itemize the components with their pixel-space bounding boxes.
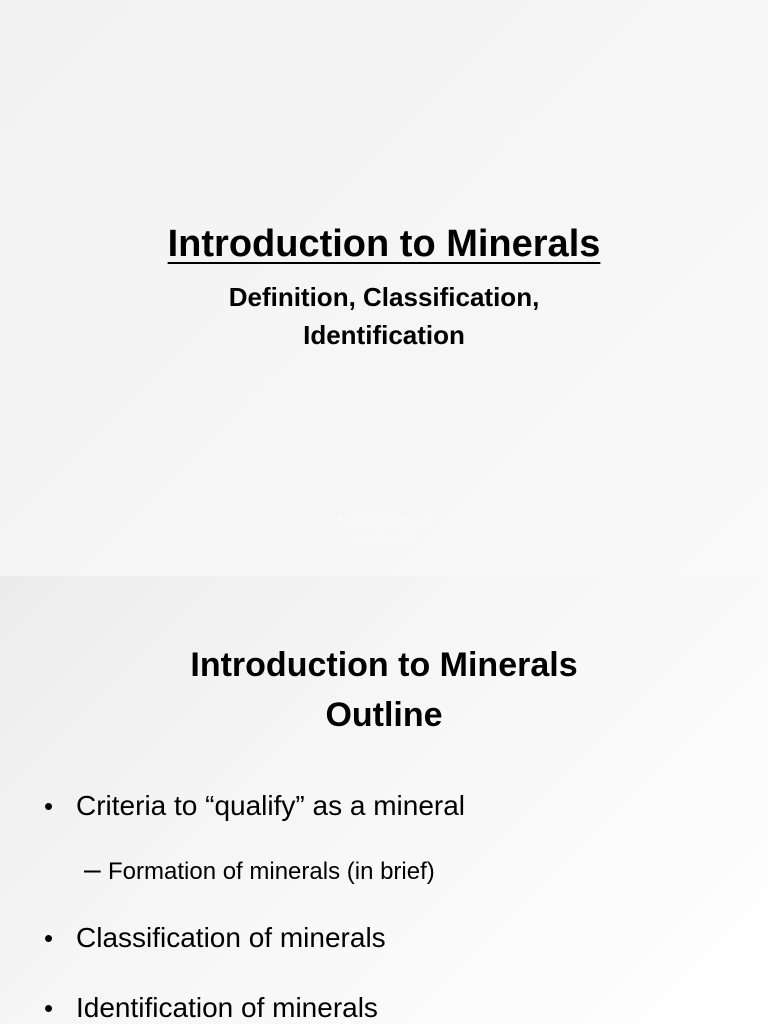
bullet-icon: • <box>44 993 54 1023</box>
list-item <box>44 788 465 824</box>
subtitle-line-2: Identification <box>303 320 465 350</box>
watermark-line-2: 9847213627 <box>354 532 414 546</box>
slide-title: Introduction to Minerals <box>167 223 601 265</box>
dash-icon: – <box>84 853 101 886</box>
watermark-line-1: HARIKRISHNAN <box>338 514 430 528</box>
subtitle-line-1: Definition, Classification, <box>228 282 540 312</box>
sub-list-item-text: Formation of minerals (in brief) <box>108 858 435 885</box>
outline-title-line-2: Outline <box>325 696 443 734</box>
list-item <box>44 920 386 956</box>
sub-list-item <box>84 854 435 888</box>
list-item-text: Identification of minerals <box>76 992 378 1023</box>
bullet-icon: • <box>44 791 54 821</box>
list-item-text: Criteria to “qualify” as a mineral <box>76 790 466 821</box>
bullet-icon: • <box>44 923 54 953</box>
outline-title-line-1: Introduction to Minerals <box>190 646 578 684</box>
list-item <box>44 990 378 1026</box>
list-item-text: Classification of minerals <box>76 922 386 953</box>
